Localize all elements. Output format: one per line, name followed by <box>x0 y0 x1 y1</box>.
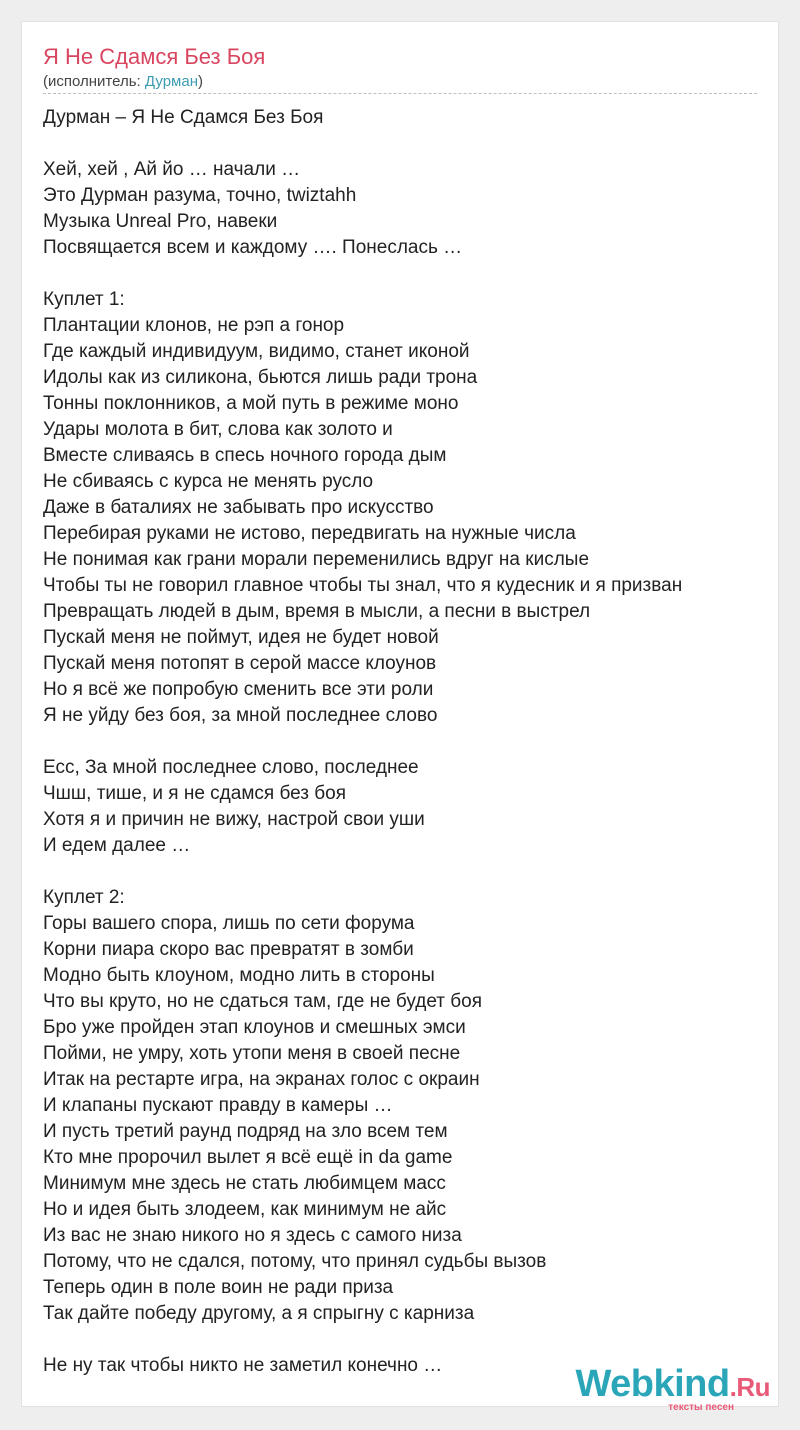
logo-tld: .Ru <box>729 1372 770 1402</box>
lyric-line: Горы вашего спора, лишь по сети форума <box>43 913 415 934</box>
artist-link[interactable]: Дурман <box>144 73 198 90</box>
logo-main-text: Webkind <box>575 1363 730 1405</box>
artist-line <box>43 73 203 91</box>
lyric-line: Но и идея быть злодеем, как минимум не айс <box>43 1199 447 1220</box>
lyric-line: Куплет 2: <box>43 887 125 908</box>
lyric-line: Даже в баталиях не забывать про искусство <box>43 497 434 518</box>
lyric-line: Пускай меня потопят в серой массе клоунов <box>43 653 437 674</box>
lyric-line: Так дайте победу другому, а я спрыгну с карниза <box>43 1303 475 1324</box>
lyric-line: Бро уже пройден этап клоунов и смешных эмси <box>43 1017 466 1038</box>
lyric-line: Пойми, не умру, хоть утопи меня в своей песне <box>43 1043 461 1064</box>
lyric-line: Тонны поклонников, а мой путь в режиме моно <box>43 393 459 414</box>
artist-suffix: ) <box>197 73 203 90</box>
lyric-line: Что вы круто, но не сдаться там, где не будет боя <box>43 991 482 1012</box>
lyric-line: Пускай меня не поймут, идея не будет новой <box>43 627 439 648</box>
lyric-line: Минимум мне здесь не стать любимцем масс <box>43 1173 446 1194</box>
lyric-line: Идолы как из силикона, бьются лишь ради трона <box>43 367 478 388</box>
blank-line <box>43 859 763 885</box>
lyric-line: Потому, что не сдался, потому, что принял судьбы вызов <box>43 1251 547 1272</box>
lyric-line: Плантации клонов, не рэп а гонор <box>43 315 345 336</box>
logo-tagline: тексты песен <box>668 1402 734 1413</box>
blank-line <box>43 1327 763 1353</box>
dashed-divider <box>43 93 757 94</box>
lyrics-text <box>43 105 763 1379</box>
lyric-line: И пусть третий раунд подряд на зло всем тем <box>43 1121 448 1142</box>
lyric-line: Вместе сливаясь в спесь ночного города дым <box>43 445 447 466</box>
lyric-line: Удары молота в бит, слова как золото и <box>43 419 393 440</box>
lyric-line: Хотя я и причин не вижу, настрой свои уши <box>43 809 425 830</box>
lyric-line: И клапаны пускают правду в камеры … <box>43 1095 393 1116</box>
artist-prefix: (исполнитель: <box>43 73 145 90</box>
lyric-line: Итак на рестарте игра, на экранах голос с окраин <box>43 1069 480 1090</box>
lyric-line: И едем далее … <box>43 835 191 856</box>
lyric-line: Превращать людей в дым, время в мысли, а песни в выстрел <box>43 601 591 622</box>
lyric-line: Не ну так чтобы никто не заметил конечно … <box>43 1355 443 1376</box>
blank-line <box>43 729 763 755</box>
lyric-line: Дурман – Я Не Сдамся Без Боя <box>43 107 324 128</box>
logo-wordmark <box>575 1364 770 1407</box>
lyric-line: Куплет 1: <box>43 289 125 310</box>
lyric-line: Кто мне пророчил вылет я всё ещё in da game <box>43 1147 453 1168</box>
lyric-line: Музыка Unreal Pro, навеки <box>43 211 278 232</box>
lyric-line: Перебирая руками не истово, передвигать на нужные числа <box>43 523 576 544</box>
lyric-line: Где каждый индивидуум, видимо, станет иконой <box>43 341 470 362</box>
webkind-logo[interactable] <box>575 1364 770 1413</box>
blank-line <box>43 261 763 287</box>
lyric-line: Корни пиара скоро вас превратят в зомби <box>43 939 414 960</box>
lyric-line: Посвящается всем и каждому …. Понеслась … <box>43 237 463 258</box>
lyric-line: Есс, За мной последнее слово, последнее <box>43 757 419 778</box>
lyric-line: Модно быть клоуном, модно лить в стороны <box>43 965 435 986</box>
song-title: Я Не Сдамся Без Боя <box>43 44 266 69</box>
blank-line <box>43 131 763 157</box>
lyric-line: Не сбиваясь с курса не менять русло <box>43 471 374 492</box>
lyric-line: Не понимая как грани морали переменились вдруг на кислые <box>43 549 590 570</box>
lyric-line: Чшш, тише, и я не сдамся без боя <box>43 783 347 804</box>
lyric-line: Теперь один в поле воин не ради приза <box>43 1277 394 1298</box>
lyric-line: Это Дурман разума, точно, twiztahh <box>43 185 357 206</box>
lyric-line: Из вас не знаю никого но я здесь с самого низа <box>43 1225 462 1246</box>
lyric-line: Но я всё же попробую сменить все эти роли <box>43 679 434 700</box>
lyric-line: Хей, хей , Ай йо … начали … <box>43 159 301 180</box>
lyric-line: Чтобы ты не говорил главное чтобы ты знал, что я кудесник и я призван <box>43 575 683 596</box>
lyric-line: Я не уйду без боя, за мной последнее слово <box>43 705 438 726</box>
